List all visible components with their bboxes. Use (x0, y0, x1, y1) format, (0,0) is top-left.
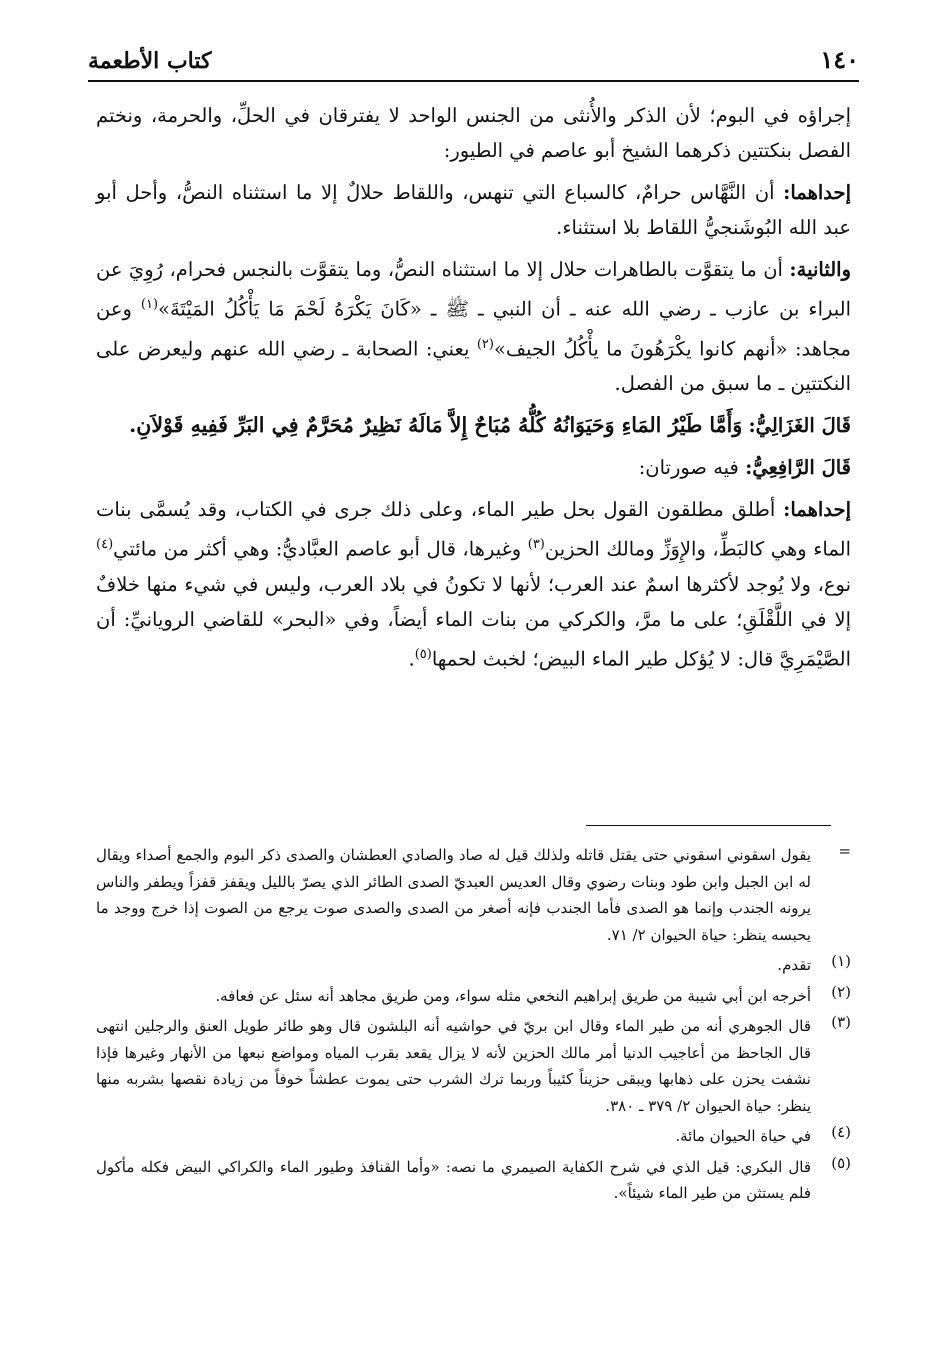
book-title: كتاب الأطعمة (88, 48, 212, 74)
paragraph-2: إحداهما: أن النَّهَّاس حرامٌ، كالسباع التي تنهس، واللقاط حلالٌ إلا ما استثناه النصُّ، وأحل أبو عبد الله البُوشَنجيُّ اللقاط بلا استثناء. (96, 181, 851, 239)
paragraph-5: قَالَ الرَّافِعِيُّ: فيه صورتان: (638, 456, 851, 479)
page-number: ١٤٠ (820, 45, 859, 74)
paragraph-lead: قَالَ الغَزَالِيُّ: (748, 414, 851, 437)
footnote-text: في حياة الحيوان مائة. (675, 1127, 811, 1145)
footnote-ref[interactable]: (٤) (96, 537, 114, 552)
paragraph-lead: إحداهما: (783, 181, 851, 204)
footnote-text: قال الجوهري أنه من طير الماء وقال ابن بريّ في حواشيه أنه البلشون قال وهو طائر طويل العنق والرجلين انتهى قال الجاحظ من أعاجيب الدنيا أمر مالك الحزين لأنه لا يزال يقعد بقرب المياه ومواضع نبعها من الأنهار وغيرها فإذا نشفت يحزن على ذهابها ويبقى حزيناً كئيباً وربما ترك الشرب حتى يموت عطشاً خوفاً من زيادة نقصها بشربه منها ينظر: حياة الحيوان ٢/ ٣٧٩ ـ ٣٨٠. (96, 1017, 811, 1115)
footnote-text: تقدم. (777, 956, 811, 974)
footnote-1 (96, 952, 851, 979)
footnote-separator (586, 825, 831, 826)
footnote-number: = (838, 842, 851, 860)
footnote-ref[interactable]: (٥) (414, 646, 432, 662)
footnote-3 (96, 1013, 851, 1119)
footnote-number: (٥) (831, 1153, 851, 1172)
matn-quote: وَأَمَّا طَيْرُ المَاءِ وَحَيَوَانُهُ كُلُّهُ مُبَاحٌ إِلاَّ مَالَهُ نَظِيرٌ مُحَرَّمٌ فِي البَرِّ فَفِيهِ قَوْلاَنِ. (129, 413, 743, 437)
header-rule (88, 80, 859, 82)
main-text (96, 98, 851, 683)
footnote-text: قال البكري: قيل الذي في شرح الكفاية الصيمري ما نصه: «وأما القنافذ وطيور الماء والكراكي البيض فكله مأكول فلم يستثن من طير الماء شيئاً». (96, 1157, 811, 1202)
paragraph-1: إجراؤه في البوم؛ لأن الذكر والأُنثى من الجنس الواحد لا يفترقان في الحلِّ، والحرمة، ونختم الفصل بنكتتين ذكرهما الشيخ أبو عاصم في الطيور: (96, 104, 851, 162)
footnote-ref[interactable]: (١) (140, 297, 159, 312)
paragraph-lead: والثانية: (789, 258, 851, 281)
footnotes (96, 842, 851, 1211)
footnote-2 (96, 983, 851, 1010)
paragraph-lead: إحداهما: (783, 498, 851, 521)
footnote-number: (٢) (831, 982, 851, 1001)
footnote-number: (٣) (831, 1013, 851, 1031)
footnote-text: يقول اسقوني اسقوني حتى يقتل قاتله ولذلك قيل له صاد والصادي العطشان والصدى ذكر البوم والجمع أصداء ويقال له ابن الجبل وابن طود وبنات رضوي وقال العديس العبديّ الصدى الطائر الذي يصرّ بالليل ويقفز قفزاً ويطفر والناس يرونه الجندب وإنما هو الصدى فأما الجندب فإنه أصغر من الصدى والصدى صوت يرجع من الصوت إذا خرج ووجد ما يحبسه ينظر: حياة الحيوان ٢/ ٧١. (96, 846, 811, 944)
paragraph-4 (96, 408, 851, 443)
footnote-5 (96, 1154, 851, 1207)
footnote-ref[interactable]: (٢) (476, 336, 494, 352)
footnote-number: (٤) (831, 1123, 851, 1141)
footnote-ref[interactable]: (٣) (527, 537, 545, 552)
footnote-4 (96, 1123, 851, 1150)
page-header (88, 40, 859, 78)
footnote-number: (١) (831, 952, 851, 970)
footnote-continued (96, 842, 851, 948)
footnote-text: أخرجه ابن أبي شيبة من طريق إبراهيم النخعي مثله سواء، ومن طريق مجاهد أنه سئل عن فعافه. (215, 986, 811, 1005)
paragraph-lead: قَالَ الرَّافِعِيُّ: (745, 456, 851, 479)
paragraph-3: والثانية: أن ما يتقوَّت بالطاهرات حلال إلا ما استثناه النصُّ، وما يتقوَّت بالنجس فحرام، رُوِيَ عن البراء بن عازب ـ رضي الله عنه ـ أن النبي ـ ﷺ ـ «كَانَ يَكْرَهُ لَحْمَ مَا يَأْكُلُ المَيْتَةَ»$^{(١)}$ وعن مجاهد: «أنهم كانوا يكْرَهُونَ ما يأْكُلُ الجيف»$^{(٢)}$ يعني: الصحابة ـ رضي الله عنهم وليعرض على النكتتين ـ ما سبق من الفصل. (96, 258, 852, 395)
paragraph-6: إحداهما: أطلق مطلقون القول بحل طير الماء، وعلى ذلك جرى في الكتاب، وقد يُسمَّى بنات الماء وهي كالبَطِّ، والإِوَزِّ ومالك الحزين$^{(٣)}$ وغيرها، قال أبو عاصم العبَّاديُّ: وهي أكثر من مائتي$^{(٤)}$ نوع، ولا يُوجد لأكثرها اسمٌ عند العرب؛ لأنها لا تكونُ في بلاد العرب، وليس في شيء منها خلافٌ إلا في اللَّقْلَقِ؛ على ما مرَّ، والكركي من بنات الماء أيضاً، وفي «البحر» للقاضي الرويانيِّ: أن الصَّيْمَرِيَّ قال: لا يُؤكل طير الماء البيض؛ لخبث لحمها$^{(٥)}$. (96, 498, 851, 670)
